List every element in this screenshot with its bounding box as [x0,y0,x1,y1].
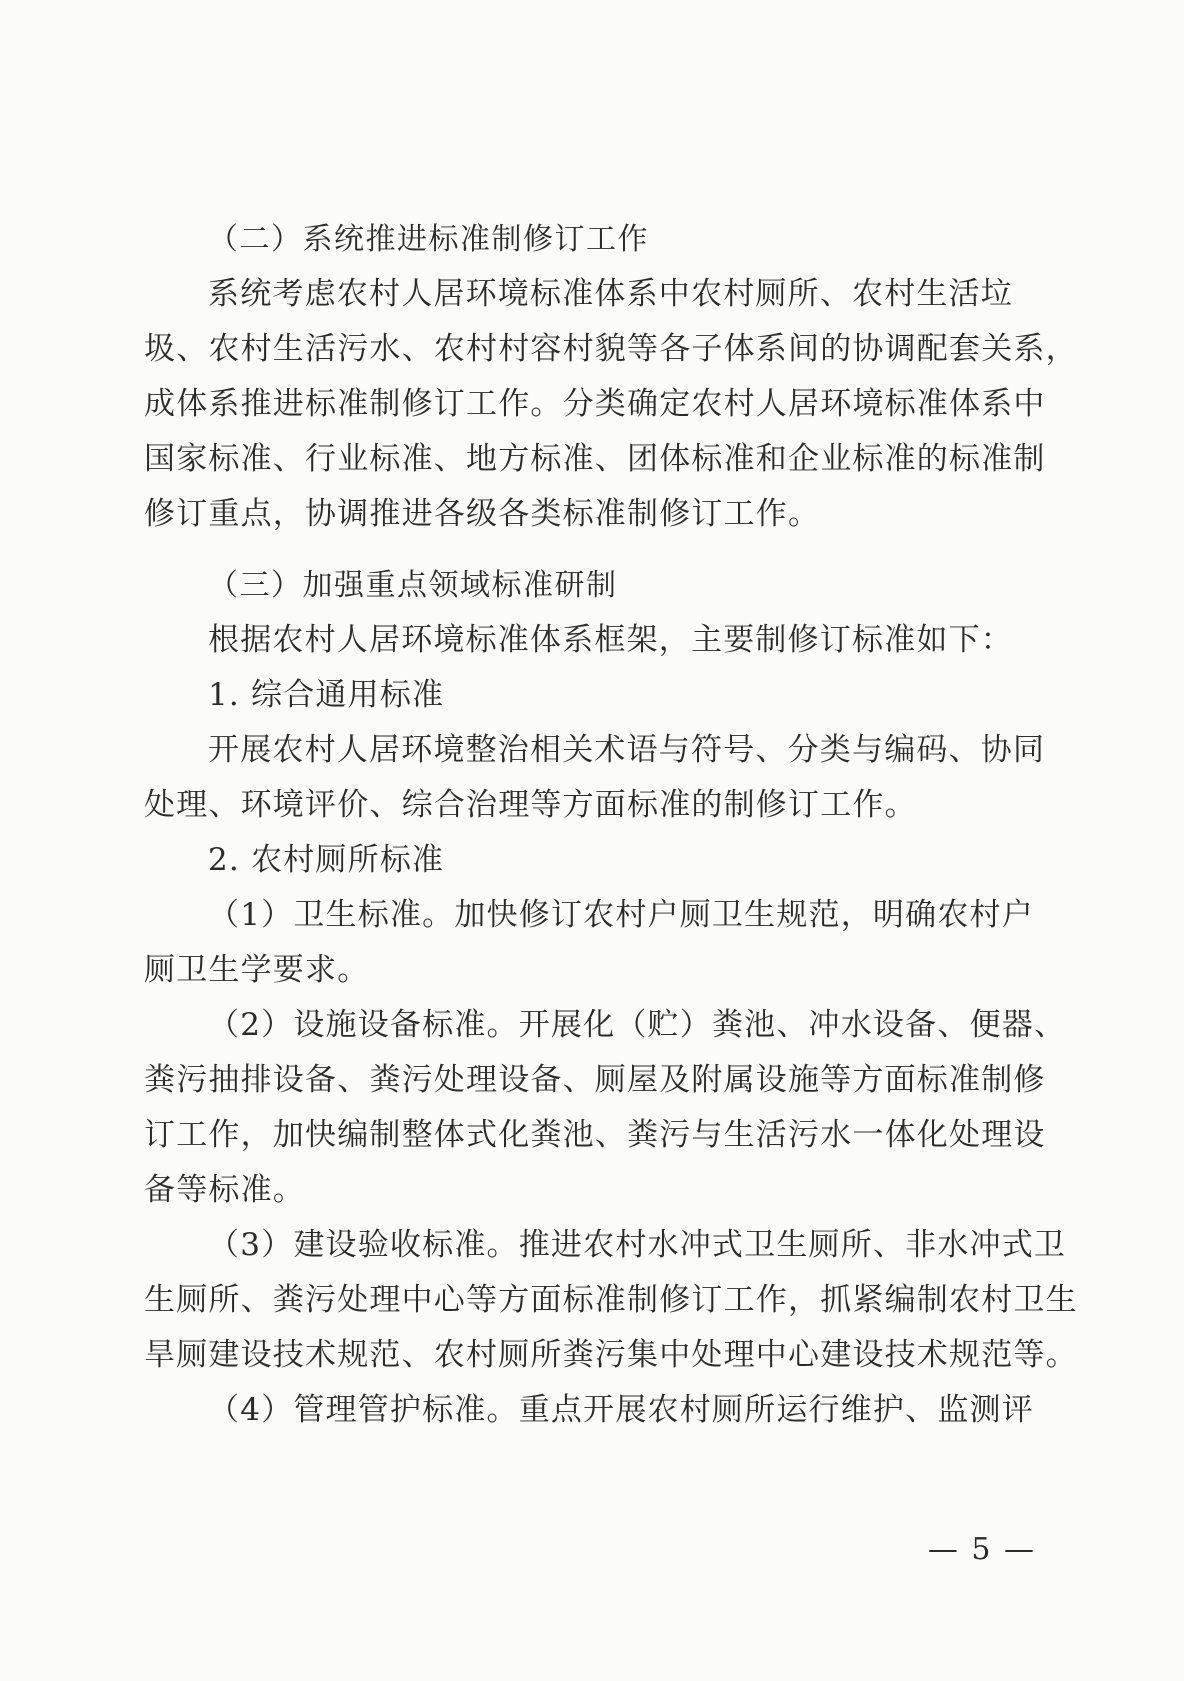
paragraph-line: （2）设施设备标准。开展化（贮）粪池、冲水设备、便器、 [208,1007,1067,1043]
page-number: — 5 — [927,1532,1036,1567]
document-body [144,212,1078,1438]
paragraph-line: 旱厕建设技术规范、农村厕所粪污集中处理中心建设技术规范等。 [144,1337,1078,1373]
paragraph-line: 生厕所、粪污处理中心等方面标准制修订工作，抓紧编制农村卫生 [144,1282,1078,1318]
paragraph-line: 订工作，加快编制整体式化粪池、粪污与生活污水一体化处理设 [144,1117,1046,1153]
section-heading-3: （三）加强重点领域标准研制 [208,568,618,603]
paragraph-line: 开展农村人居环境整治相关术语与符号、分类与编码、协同 [208,732,1046,768]
section-heading-2: （二）系统推进标准制修订工作 [208,222,649,257]
paragraph-line: 系统考虑农村人居环境标准体系中农村厕所、农村生活垃 [208,276,1013,312]
paragraph-line: 厕卫生学要求。 [144,952,370,988]
subsection-heading-1: 1. 综合通用标准 [208,677,445,713]
subsection-heading-2: 2. 农村厕所标准 [208,842,445,878]
paragraph-line: 圾、农村生活污水、农村村容村貌等各子体系间的协调配套关系， [144,331,1078,367]
spacer [144,542,1044,558]
paragraph-line: 根据农村人居环境标准体系框架，主要制修订标准如下： [208,622,1013,658]
paragraph-line: 粪污抽排设备、粪污处理设备、厕屋及附属设施等方面标准制修 [144,1062,1046,1098]
paragraph-line: （3）建设验收标准。推进农村水冲式卫生厕所、非水冲式卫 [208,1227,1067,1263]
paragraph-line: （1）卫生标准。加快修订农村户厕卫生规范，明确农村户 [208,897,1034,933]
paragraph-line: 备等标准。 [144,1172,305,1208]
paragraph-line: 处理、环境评价、综合治理等方面标准的制修订工作。 [144,787,917,823]
paragraph-line: 修订重点，协调推进各级各类标准制修订工作。 [144,496,821,532]
paragraph-line: 成体系推进标准制修订工作。分类确定农村人居环境标准体系中 [144,386,1046,422]
paragraph-line: （4）管理管护标准。重点开展农村厕所运行维护、监测评 [208,1392,1034,1428]
paragraph-line: 国家标准、行业标准、地方标准、团体标准和企业标准的标准制 [144,441,1046,477]
